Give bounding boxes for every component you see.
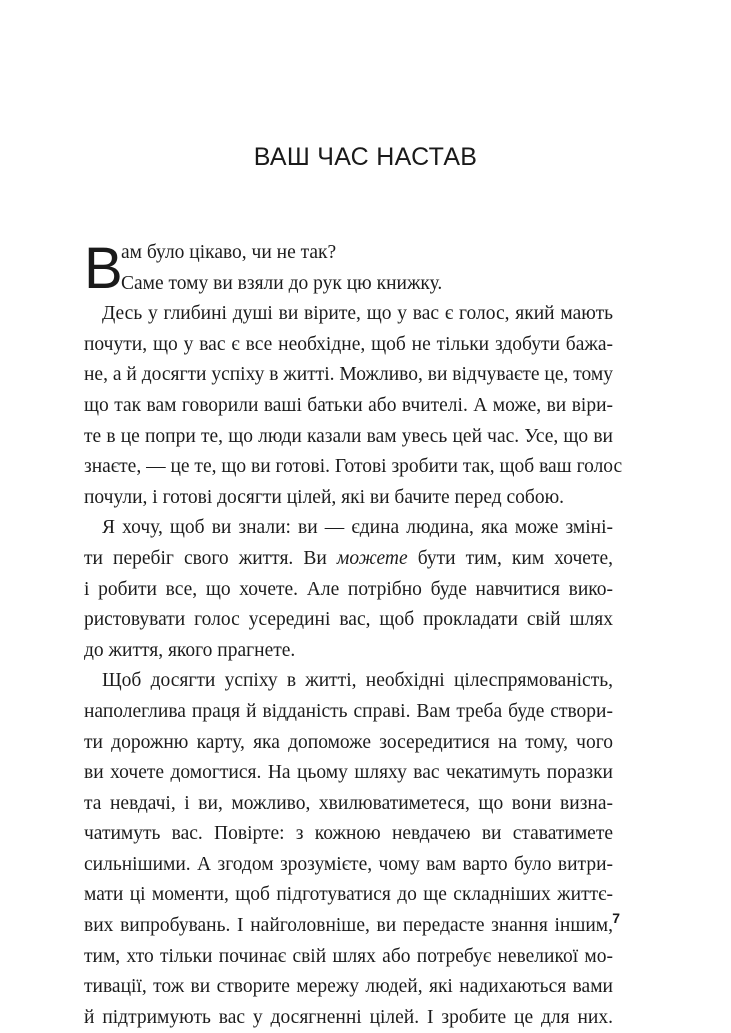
text-line: й підтримують вас у досягненні цілей. І зробите це для них. <box>84 1006 613 1028</box>
text-line: Десь у глибині душі ви вірите, що у вас є голос, який мають <box>102 303 613 325</box>
body-text <box>84 238 623 1033</box>
text-line: почули, і готові досягти цілей, які ви бачите перед собою. <box>84 486 565 508</box>
text-line: ти дорожню карту, яка допоможе зосередитися на тому, чого <box>84 731 613 753</box>
chapter-title: ВАШ ЧАС НАСТАВ <box>253 143 478 171</box>
page-number: 7 <box>612 910 620 926</box>
text-segment: бути тим, ким хочете, <box>407 547 613 569</box>
text-line: і робити все, що хочете. Але потрібно буде навчитися вико- <box>84 578 613 600</box>
text-segment: ти перебіг свого життя. Ви <box>84 547 337 569</box>
text-line: до життя, якого прагнете. <box>84 639 296 661</box>
text-line: тим, хто тільки починає свій шлях або потребує невеликої мо- <box>84 945 613 967</box>
emphasis-text: можете <box>336 547 408 569</box>
text-line: знаєте, — це те, що ви готові. Готові зробити так, щоб ваш голос <box>84 456 623 478</box>
text-line <box>84 544 613 575</box>
text-line: Щоб досягти успіху в житті, необхідні цілеспрямованість, <box>102 670 613 692</box>
text-line: ристовувати голос усередині вас, щоб прокладати свій шлях <box>84 609 613 631</box>
text-line: сильнішими. А згодом зрозумієте, чому вам варто було витри- <box>84 853 613 875</box>
text-line: мати ці моменти, щоб підготуватися до ще складніших життє- <box>84 884 613 906</box>
text-line: Я хочу, щоб ви знали: ви — єдина людина, яка може зміні- <box>102 517 613 539</box>
text-line: Саме тому ви взяли до рук цю книжку. <box>121 272 443 294</box>
text-line: почути, що у вас є все необхідне, щоб не тільки здобути бажа- <box>84 333 613 355</box>
text-line: що так вам говорили ваші батьки або вчителі. А може, ви віри- <box>84 394 613 416</box>
text-line: наполеглива праця й відданість справі. Вам треба буде створи- <box>84 700 613 722</box>
text-line: та невдачі, і ви, можливо, хвилюватиметеся, що вони визна- <box>84 792 613 814</box>
text-line: те в це попри те, що люди казали вам увесь цей час. Усе, що ви <box>84 425 613 447</box>
text-line: ам було цікаво, чи не так? <box>121 242 337 263</box>
text-line: чатимуть вас. Повірте: з кожною невдачею ви ставатимете <box>84 823 613 845</box>
text-line: ви хочете домогтися. На цьому шляху вас чекатимуть поразки <box>84 762 613 784</box>
drop-cap-letter: В <box>84 236 123 301</box>
text-line: не, а й досягти успіху в житті. Можливо, ви відчуваєте це, тому <box>84 364 613 386</box>
text-line: тивації, тож ви створите мережу людей, які надихаються вами <box>84 976 613 998</box>
text-line: вих випробувань. І найголовніше, ви передасте знання іншим, <box>84 915 613 937</box>
